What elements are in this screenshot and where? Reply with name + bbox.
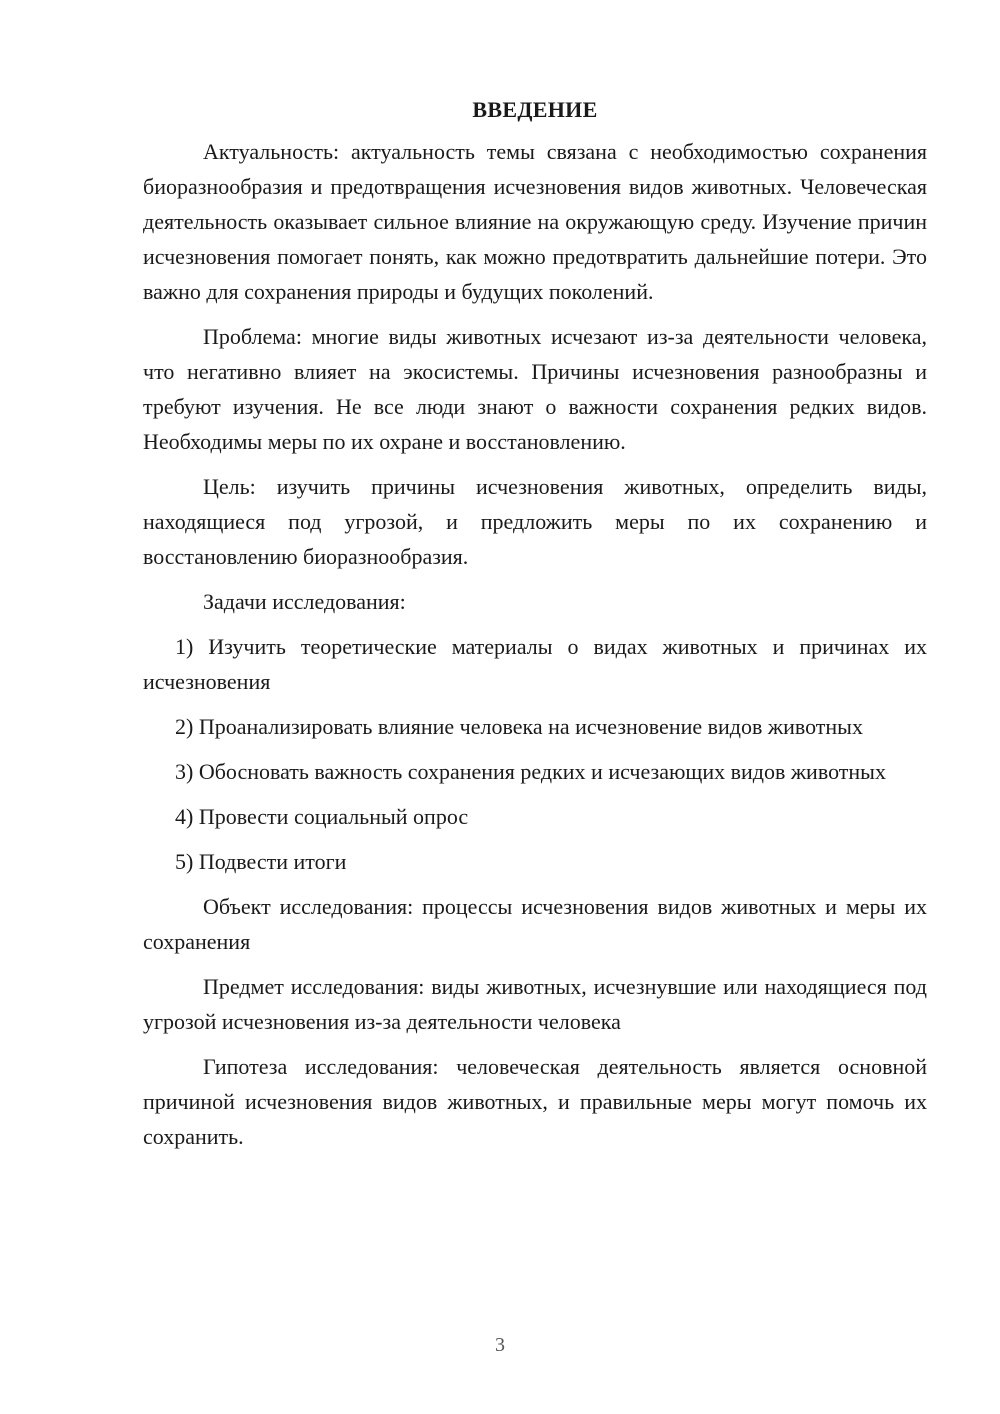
paragraph-subject: Предмет исследования: виды животных, исчезнувшие или находящиеся под угрозой исчезновения из-за деятельности человека: [143, 974, 927, 1034]
list-item: 2) Проанализировать влияние человека на исчезновение видов животных: [175, 714, 863, 739]
paragraph-relevance: Актуальность: актуальность темы связана с необходимостью сохранения биоразнообразия и предотвращения исчезновения видов животных. Человеческая деятельность оказывает сильное влияние на окружающую среду. Изучение причин исчезновения помогает понять, как можно предотвратить дальнейшие потери. Это важно для сохранения природы и будущих поколений.: [143, 139, 927, 304]
document-page: [143, 92, 927, 1164]
page-title: ВВЕДЕНИЕ: [472, 97, 598, 122]
paragraph-goal: Цель: изучить причины исчезновения животных, определить виды, находящиеся под угрозой, и предложить меры по их сохранению и восстановлению биоразнообразия.: [143, 474, 927, 569]
tasks-list: [143, 629, 927, 879]
paragraph-problem: Проблема: многие виды животных исчезают из-за деятельности человека, что негативно влияет на экосистемы. Причины исчезновения разнообразны и требуют изучения. Не все люди знают о важности сохранения редких видов. Необходимы меры по их охране и восстановлению.: [143, 324, 927, 454]
page-number: 3: [495, 1334, 505, 1356]
list-item: 3) Обосновать важность сохранения редких и исчезающих видов животных: [175, 759, 886, 784]
paragraph-object: Объект исследования: процессы исчезновения видов животных и меры их сохранения: [143, 894, 927, 954]
list-item: 5) Подвести итоги: [175, 849, 347, 874]
tasks-heading: Задачи исследования:: [203, 589, 406, 614]
paragraph-hypothesis: Гипотеза исследования: человеческая деятельность является основной причиной исчезновения видов животных, и правильные меры могут помочь их сохранить.: [143, 1054, 927, 1149]
list-item: 4) Провести социальный опрос: [175, 804, 469, 829]
list-item: 1) Изучить теоретические материалы о видах животных и причинах их исчезновения: [143, 634, 927, 694]
